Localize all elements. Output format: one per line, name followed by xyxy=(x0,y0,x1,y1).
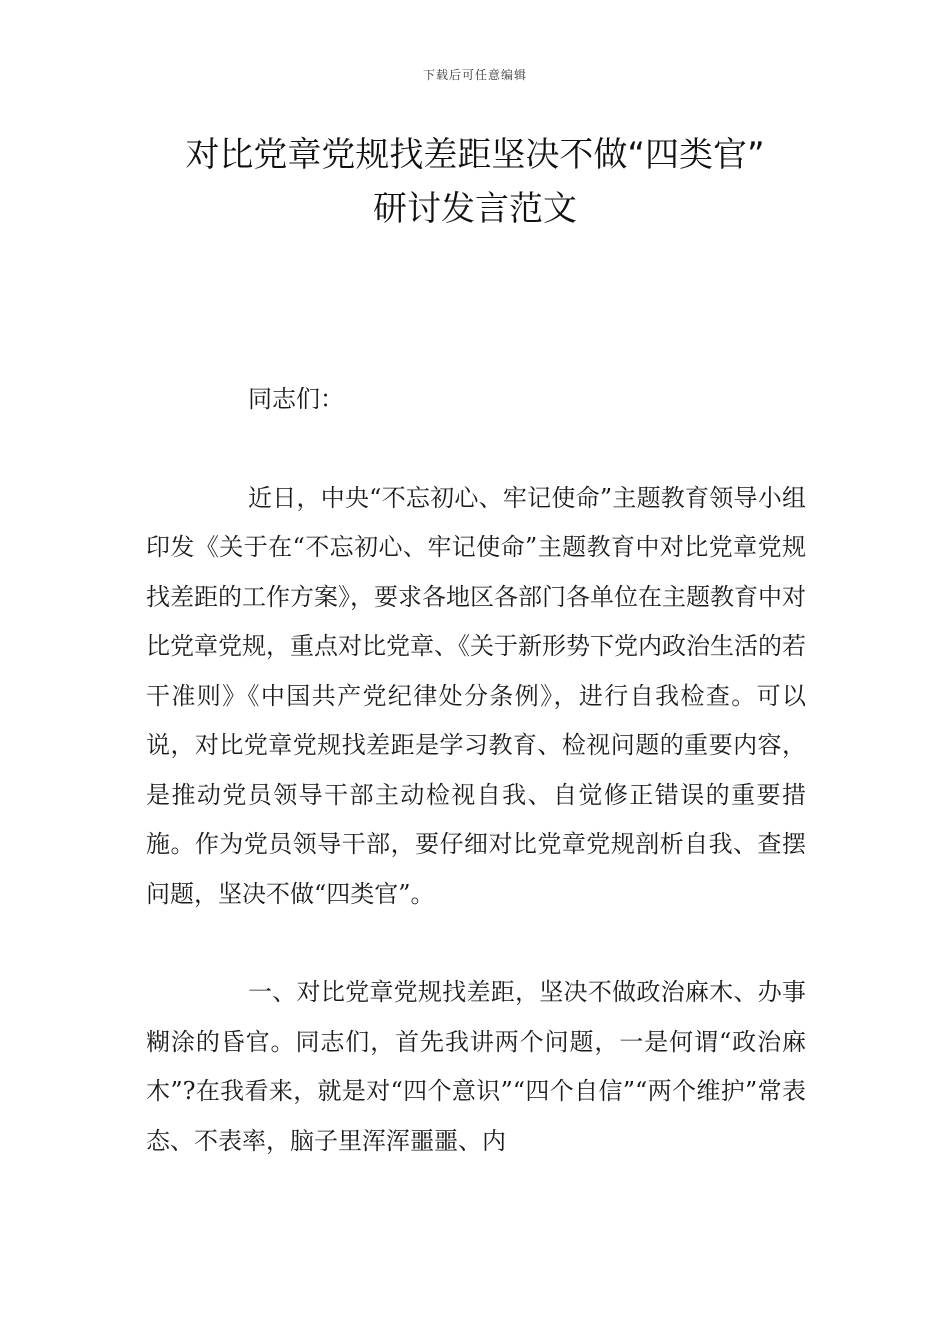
title-line-1: 对比党章党规找差距坚决不做“四类官” xyxy=(185,135,765,175)
paragraph-intro: 近日，中央“不忘初心、牢记使命”主题教育领导小组印发《关于在“不忘初心、牢记使命”主题教育中对比党章党规找差距的工作方案》，要求各地区各部门各单位在主题教育中对比党章党规，重点对比党章、《关于新形势下党内政治生活的若干准则》《中国共产党纪律处分条例》，进行自我检查。可以说，对比党章党规找差距是学习教育、检视问题的重要内容，是推动党员领导干部主动检视自我、自觉修正错误的重要措施。作为党员领导干部，要仔细对比党章党规剖析自我、查摆问题，坚决不做“四类官”。 xyxy=(146,483,806,908)
paragraph-section-1: 一、对比党章党规找差距，坚决不做政治麻木、办事糊涂的昏官。同志们，首先我讲两个问题，一是何谓“政治麻木”?在我看来，就是对“四个意识”“四个自信”“两个维护”常表态、不表率，脑子里浑浑噩噩、内 xyxy=(146,978,806,1155)
document-title xyxy=(0,128,950,236)
title-line-2: 研讨发言范文 xyxy=(373,189,577,229)
document-body xyxy=(146,375,806,1215)
greeting: 同志们： xyxy=(248,385,344,413)
header-note: 下载后可任意编辑 xyxy=(422,68,527,82)
